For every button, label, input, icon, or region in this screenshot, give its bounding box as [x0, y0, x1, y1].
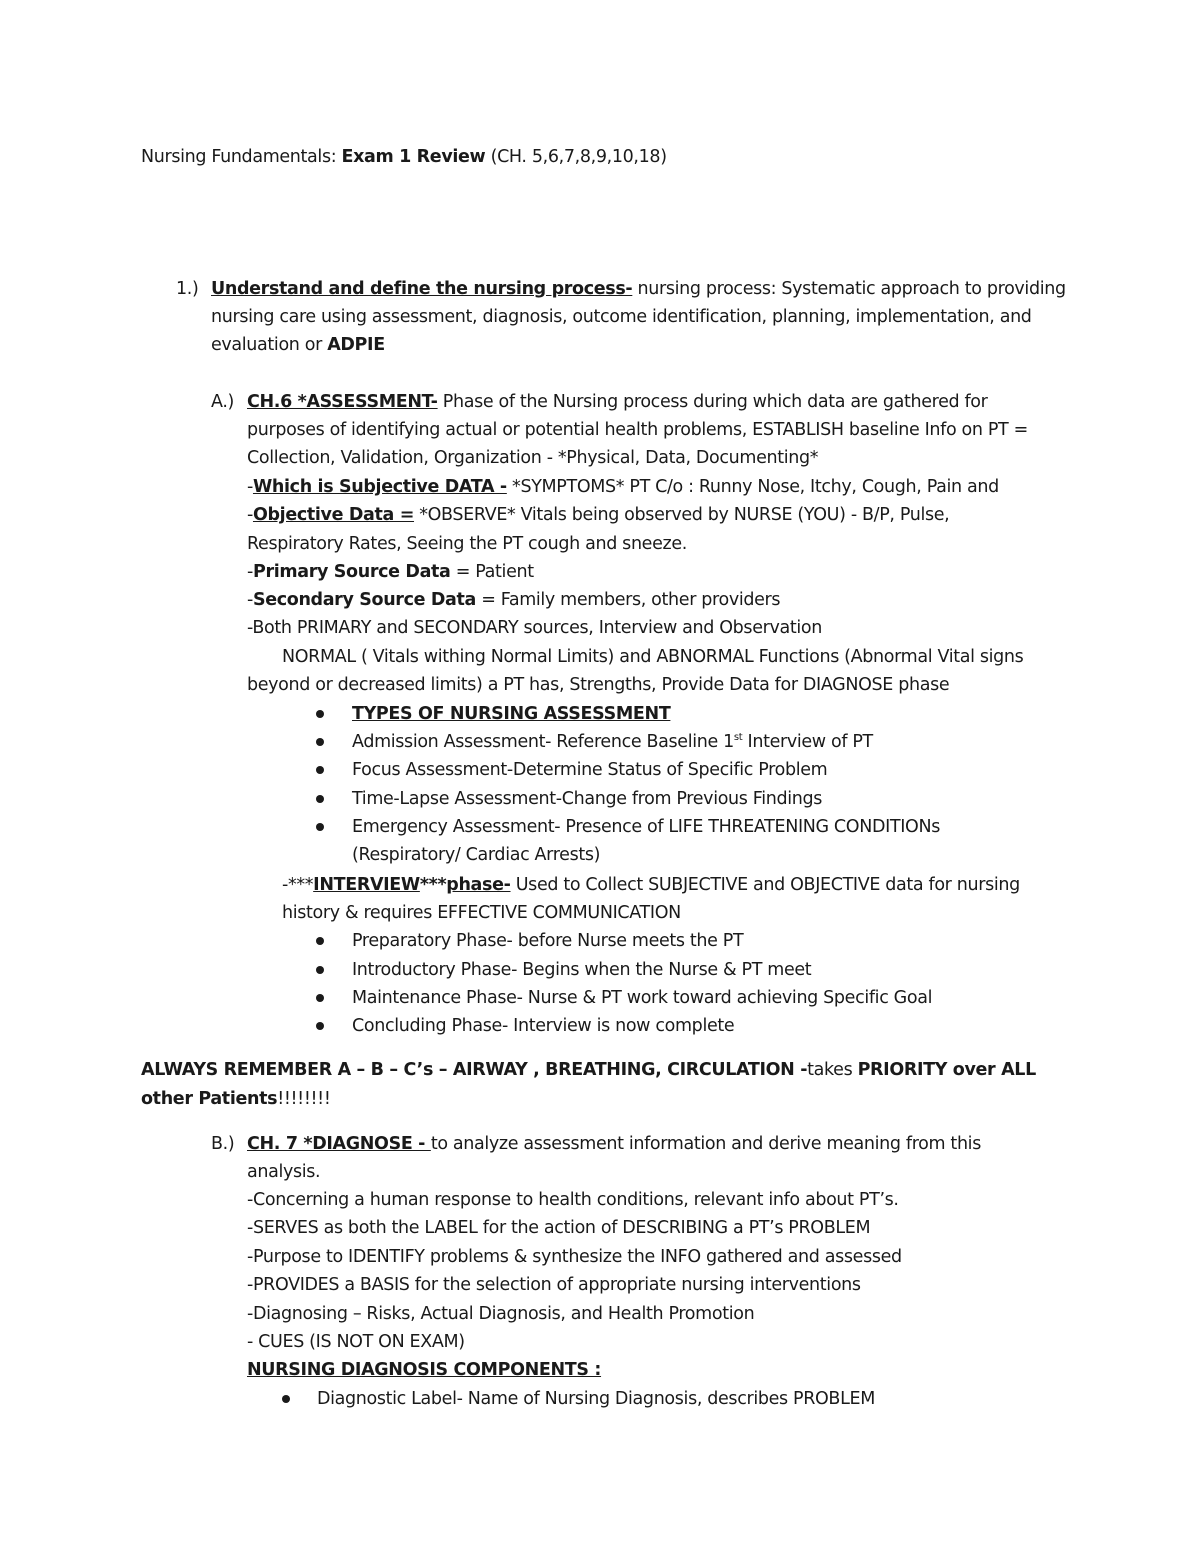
item1-line3-pre: evaluation or	[211, 335, 328, 355]
objective-data-line2: Respiratory Rates, Seeing the PT cough and sneeze.	[247, 534, 687, 554]
section-a-line1-rest: Phase of the Nursing process during which data are gathered for	[437, 392, 988, 412]
bullet-icon	[316, 738, 324, 746]
assessment-type-text-rest: Interview of PT	[742, 732, 873, 752]
abc-reminder-exclaims: !!!!!!!!	[277, 1089, 331, 1109]
diagnose-point: -SERVES as both the LABEL for the action of DESCRIBING a PT’s PROBLEM	[247, 1218, 871, 1238]
objective-data-line	[247, 501, 949, 529]
title-bold: Exam 1 Review	[341, 147, 486, 167]
component-item: Diagnostic Label- Name of Nursing Diagnosis, describes PROBLEM	[317, 1389, 875, 1409]
objective-data-label: Objective Data =	[252, 505, 415, 525]
assessment-type-item	[352, 728, 873, 756]
objective-dash: -	[247, 505, 253, 525]
section-a-line2: purposes of identifying actual or potential health problems, ESTABLISH baseline Info on PT =	[247, 420, 1028, 440]
adpie-label: ADPIE	[327, 335, 385, 355]
item1-heading: Understand and define the nursing process-	[211, 279, 633, 299]
item1-number: 1.)	[176, 279, 199, 299]
section-b-heading: CH. 7 *DIAGNOSE -	[247, 1134, 431, 1154]
bullet-icon	[282, 1395, 290, 1403]
diagnose-point: -PROVIDES a BASIS for the selection of appropriate nursing interventions	[247, 1275, 861, 1295]
bullet-icon	[316, 1022, 324, 1030]
assessment-type-text: Focus Assessment-Determine Status of Specific Problem	[352, 760, 828, 780]
section-b-line1	[247, 1130, 981, 1158]
subjective-data-label: Which is Subjective DATA -	[252, 477, 507, 497]
secondary-source-line	[247, 586, 780, 614]
components-heading-text: NURSING DIAGNOSIS COMPONENTS :	[247, 1360, 602, 1380]
item1-line1	[211, 275, 1066, 303]
diagnose-point: -Purpose to IDENTIFY problems & synthesize the INFO gathered and assessed	[247, 1247, 902, 1267]
normal-abnormal-line1: NORMAL ( Vitals withing Normal Limits) and ABNORMAL Functions (Abnormal Vital signs	[282, 647, 1024, 667]
interview-phase-label: phase-	[446, 875, 511, 895]
section-a-label: A.)	[211, 392, 235, 412]
ordinal-sup: st	[733, 732, 743, 744]
abc-reminder-priority: PRIORITY over ALL	[857, 1060, 1036, 1080]
emergency-continuation: (Respiratory/ Cardiac Arrests)	[352, 845, 601, 865]
item1-line2: nursing care using assessment, diagnosis, outcome identification, planning, implementation, and	[211, 307, 1032, 327]
secondary-source-rest: = Family members, other providers	[475, 590, 781, 610]
bullet-icon	[316, 966, 324, 974]
interview-phase-item: Preparatory Phase- before Nurse meets the PT	[352, 931, 744, 951]
bullet-icon	[316, 710, 324, 718]
document-title	[141, 143, 667, 171]
primary-dash: -	[247, 562, 253, 582]
assessment-type-text: Time-Lapse Assessment-Change from Previous Findings	[352, 789, 823, 809]
interview-phase-item: Introductory Phase- Begins when the Nurse & PT meet	[352, 960, 812, 980]
item1-line3	[211, 331, 385, 359]
diagnose-point: -Diagnosing – Risks, Actual Diagnosis, and Health Promotion	[247, 1304, 755, 1324]
bullet-icon	[316, 766, 324, 774]
abc-reminder-line2	[141, 1085, 331, 1113]
secondary-source-label: Secondary Source Data	[252, 590, 476, 610]
interview-line1	[282, 871, 1020, 899]
subjective-data-line	[247, 473, 999, 501]
interview-label: INTERVIEW	[313, 875, 420, 895]
section-a-heading: CH.6 *ASSESSMENT-	[247, 392, 438, 412]
assessment-type-item	[352, 785, 822, 813]
objective-data-rest: *OBSERVE* Vitals being observed by NURSE (YOU) - B/P, Pulse,	[414, 505, 950, 525]
abc-reminder-line1	[141, 1056, 1036, 1084]
abc-reminder-takes: takes	[807, 1060, 858, 1080]
section-a-line3: Collection, Validation, Organization - *Physical, Data, Documenting*	[247, 448, 819, 468]
interview-phase-item: Maintenance Phase- Nurse & PT work toward achieving Specific Goal	[352, 988, 933, 1008]
item1-line1-rest: nursing process: Systematic approach to providing	[632, 279, 1066, 299]
abc-reminder-other-patients: other Patients	[141, 1089, 278, 1109]
assessment-type-item	[352, 813, 940, 841]
assessment-type-text: Emergency Assessment- Presence of LIFE THREATENING CONDITIONs	[352, 817, 940, 837]
subjective-data-rest: *SYMPTOMS* PT C/o : Runny Nose, Itchy, Cough, Pain and	[506, 477, 999, 497]
interview-phase-item: Concluding Phase- Interview is now complete	[352, 1016, 735, 1036]
section-b-line2: analysis.	[247, 1162, 321, 1182]
interview-prefix: -***	[282, 875, 314, 895]
title-prefix: Nursing Fundamentals:	[141, 147, 342, 167]
assessment-type-item	[352, 756, 827, 784]
bullet-icon	[316, 795, 324, 803]
section-b-label: B.)	[211, 1134, 235, 1154]
assessment-type-text: Admission Assessment- Reference Baseline 1	[352, 732, 734, 752]
types-heading-text: TYPES OF NURSING ASSESSMENT	[352, 704, 671, 724]
abc-reminder-bold: ALWAYS REMEMBER A – B – C’s – AIRWAY , BREATHING, CIRCULATION -	[141, 1060, 808, 1080]
diagnose-point: - CUES (IS NOT ON EXAM)	[247, 1332, 465, 1352]
interview-line2: history & requires EFFECTIVE COMMUNICATION	[282, 903, 681, 923]
section-b-line1-rest: to analyze assessment information and derive meaning from this	[430, 1134, 981, 1154]
normal-abnormal-line2: beyond or decreased limits) a PT has, Strengths, Provide Data for DIAGNOSE phase	[247, 675, 950, 695]
bullet-icon	[316, 994, 324, 1002]
primary-source-line	[247, 558, 534, 586]
types-heading	[352, 700, 670, 728]
bullet-icon	[316, 937, 324, 945]
components-heading	[247, 1356, 601, 1384]
interview-rest: Used to Collect SUBJECTIVE and OBJECTIVE data for nursing	[510, 875, 1020, 895]
interview-stars: ***	[419, 875, 447, 895]
both-sources-line: -Both PRIMARY and SECONDARY sources, Interview and Observation	[247, 618, 822, 638]
primary-source-rest: = Patient	[450, 562, 534, 582]
title-suffix: (CH. 5,6,7,8,9,10,18)	[485, 147, 667, 167]
subjective-dash: -	[247, 477, 253, 497]
secondary-dash: -	[247, 590, 253, 610]
primary-source-label: Primary Source Data	[252, 562, 451, 582]
section-a-line1	[247, 388, 987, 416]
bullet-icon	[316, 823, 324, 831]
diagnose-point: -Concerning a human response to health conditions, relevant info about PT’s.	[247, 1190, 899, 1210]
